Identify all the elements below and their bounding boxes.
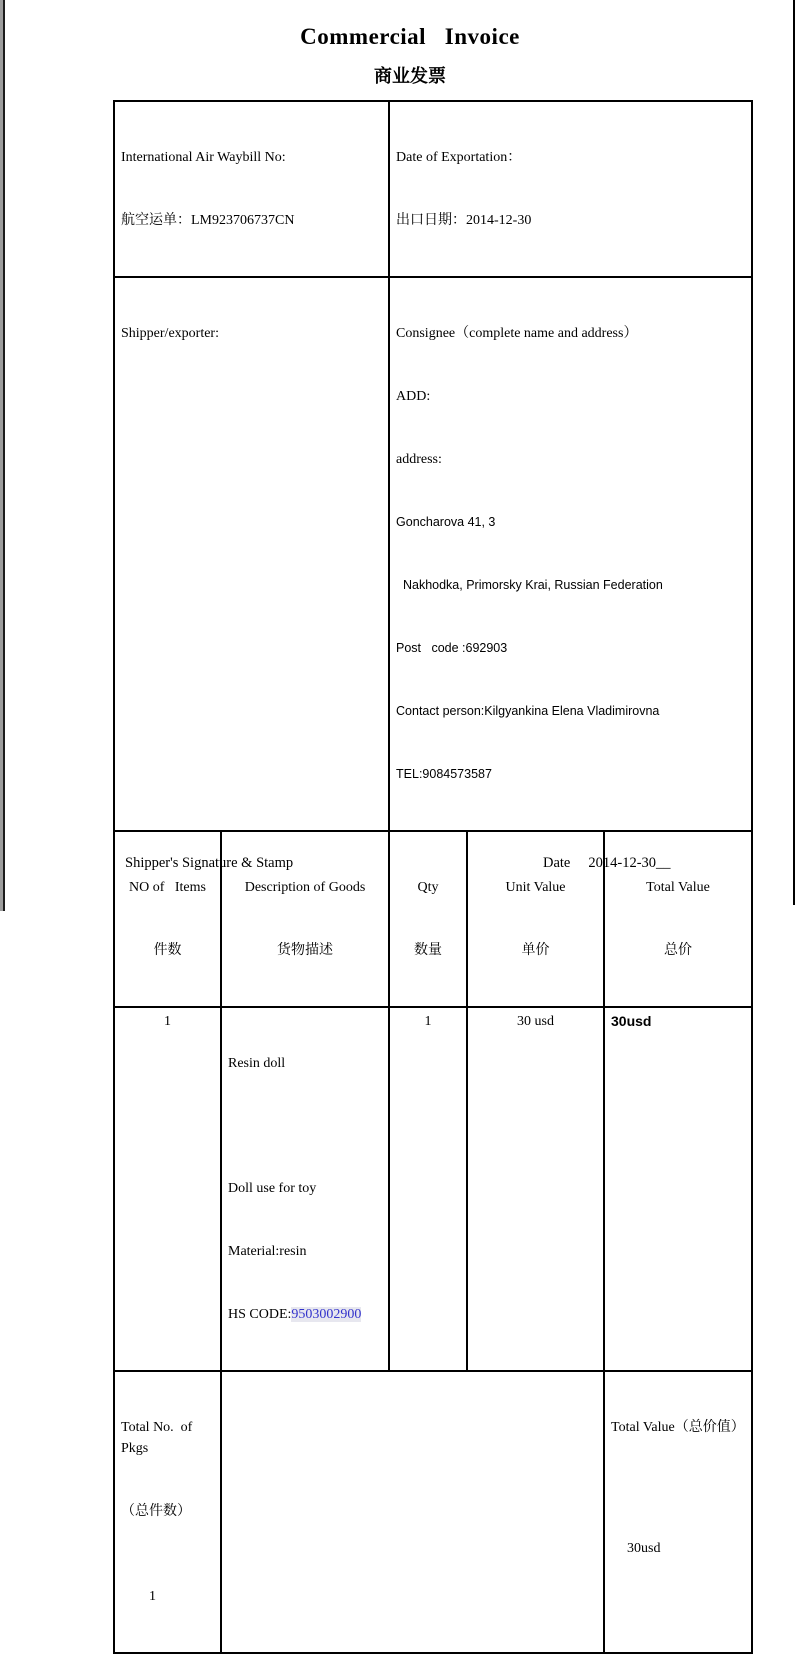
total-value-amount: 30usd	[627, 1541, 661, 1556]
footer-date-label: Date	[543, 855, 571, 871]
header-qty	[389, 831, 467, 1007]
row-waybill-date	[114, 101, 752, 277]
consignee-cell	[389, 277, 752, 831]
item-unit-value-cell: 30 usd	[467, 1007, 604, 1371]
export-date-label-zh: 出口日期：	[396, 213, 467, 228]
waybill-number-line	[121, 210, 382, 231]
item-no-cell: 1	[114, 1007, 221, 1371]
header-unit-value-zh: 单价	[521, 943, 550, 958]
footer-date-value: 2014-12-30__	[588, 855, 671, 871]
total-pkgs-label: Total No. of Pkgs	[121, 1420, 196, 1456]
total-pkgs-label-zh: （总件数）	[121, 1504, 191, 1519]
consignee-contact-person: Contact person:Kilgyankina Elena Vladimirovna	[396, 704, 660, 718]
invoice-table	[113, 100, 753, 1654]
shipper-cell	[114, 277, 389, 831]
item-total-value-cell: 30usd	[604, 1007, 752, 1371]
document-title: Commercial Invoice	[300, 24, 520, 49]
page-left-edge-black	[3, 0, 5, 911]
consignee-post-code: Post code :692903	[396, 641, 508, 655]
consignee-add-label: ADD:	[396, 389, 431, 404]
page-right-edge-line	[793, 0, 795, 905]
consignee-telephone: TEL:9084573587	[396, 767, 492, 781]
item-description-name: Resin doll	[228, 1056, 286, 1071]
item-description-cell	[221, 1007, 389, 1371]
header-no-of-items-zh: 件数	[153, 943, 182, 958]
header-qty-en: Qty	[417, 880, 439, 895]
export-date-cell	[389, 101, 752, 277]
header-total-value-zh: 总价	[664, 943, 693, 958]
waybill-number: LM923706737CN	[191, 213, 295, 228]
header-unit-value-en: Unit Value	[505, 880, 566, 895]
item-qty-cell: 1	[389, 1007, 467, 1371]
waybill-cell	[114, 101, 389, 277]
waybill-label-en: International Air Waybill No:	[121, 150, 286, 165]
header-total-value-en: Total Value	[646, 880, 710, 895]
consignee-address-line2: Nakhodka, Primorsky Krai, Russian Federation	[396, 578, 663, 592]
header-description-en: Description of Goods	[244, 880, 366, 895]
export-date-value: 2014-12-30	[466, 213, 532, 228]
waybill-label-zh: 航空运单：	[121, 213, 191, 228]
footer-date-line	[543, 855, 671, 872]
description-spacer	[228, 1116, 382, 1136]
header-qty-zh: 数量	[414, 943, 443, 958]
row-totals	[114, 1371, 752, 1653]
header-no-of-items-en: NO of Items	[129, 880, 206, 895]
shipper-signature-label: Shipper's Signature & Stamp	[125, 855, 294, 871]
export-date-label-en: Date of Exportation：	[396, 150, 522, 165]
totals-empty-cell	[221, 1371, 604, 1653]
consignee-label: Consignee（complete name and address）	[396, 326, 638, 341]
hs-code-link[interactable]: 9503002900	[291, 1307, 362, 1322]
shipper-label: Shipper/exporter:	[121, 326, 219, 341]
export-date-line	[396, 210, 745, 231]
total-pkgs-value: 1	[149, 1589, 156, 1604]
header-description-zh: 货物描述	[277, 943, 333, 958]
total-pkgs-cell	[114, 1371, 221, 1653]
hs-code-label: HS CODE:	[228, 1307, 292, 1322]
document-subtitle-chinese: 商业发票	[374, 66, 446, 86]
total-value-cell	[604, 1371, 752, 1653]
item-hs-code-line	[228, 1304, 382, 1325]
consignee-address-line1: Goncharova 41, 3	[396, 515, 496, 529]
consignee-address-label: address:	[396, 452, 442, 467]
row-line-item	[114, 1007, 752, 1371]
total-value-label: Total Value（总价值）	[611, 1420, 745, 1435]
item-description-material: Material:resin	[228, 1244, 307, 1259]
item-description-use: Doll use for toy	[228, 1181, 317, 1196]
row-shipper-consignee	[114, 277, 752, 831]
